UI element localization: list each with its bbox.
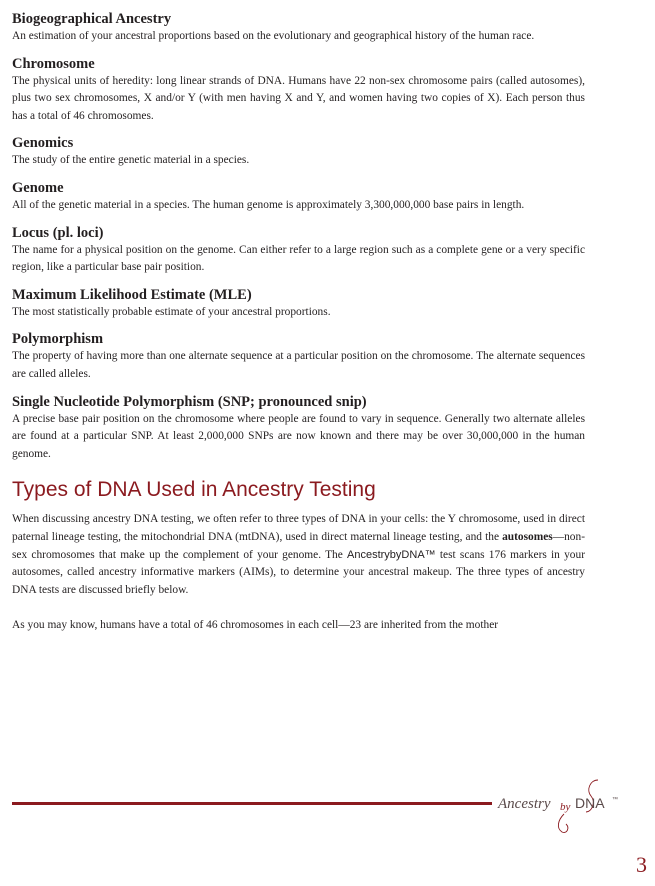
glossary-term: Polymorphism <box>12 331 104 348</box>
glossary-entry <box>12 134 585 170</box>
logo-ancestry-text: Ancestry <box>498 796 551 812</box>
glossary-entry <box>12 10 585 46</box>
intro-text-3: test scans 176 markers in your autosomes, called ancestry informative markers (AIMs), to determine your ancestral makeup. The three types of ancestry DNA tests are discussed briefly below. <box>12 548 585 596</box>
footer-divider <box>12 802 492 805</box>
logo-tm-text: ™ <box>612 797 618 803</box>
glossary-term: Locus (pl. loci) <box>12 224 104 241</box>
logo-dna-text: DNA <box>575 795 605 811</box>
glossary-definition: The name for a physical position on the genome. Can either refer to a large region such as a complete gene or a very specific region, like a particular base pair position. <box>12 243 585 274</box>
chromosome-paragraph: As you may know, humans have a total of 46 chromosomes in each cell—23 are inherited from the mother <box>12 619 499 632</box>
glossary-definition: The most statistically probable estimate of your ancestral proportions. <box>12 305 331 318</box>
glossary-entry <box>12 330 585 383</box>
page-content <box>12 10 585 653</box>
glossary-entry <box>12 393 585 464</box>
glossary-entry <box>12 179 585 215</box>
glossary-term: Maximum Likelihood Estimate (MLE) <box>12 286 252 303</box>
intro-text-2: —non-sex chromosomes that make up the complement of your genome. The <box>12 530 585 561</box>
glossary-definition: The physical units of heredity: long linear strands of DNA. Humans have 22 non-sex chromosome pairs (called autosomes), plus two sex chromosomes, X and/or Y (with men having X and Y, and women having two copies of X). Each person thus has a total of 46 chromosomes. <box>12 74 585 122</box>
glossary-definition: The property of having more than one alternate sequence at a particular position on the chromosome. The alternate sequences are called alleles. <box>12 350 585 380</box>
ancestrybydna-logo <box>494 776 644 836</box>
autosomes-term: autosomes <box>502 530 553 543</box>
glossary-entry <box>12 286 585 322</box>
glossary-term: Genome <box>12 179 64 196</box>
glossary-term: Chromosome <box>12 55 95 72</box>
section-title: Types of DNA Used in Ancestry Testing <box>12 478 376 502</box>
glossary-definition: An estimation of your ancestral proportions based on the evolutionary and geographical history of the human race. <box>12 30 535 42</box>
logo-by-text: by <box>560 801 571 813</box>
product-name: AncestrybyDNA™ <box>347 548 436 561</box>
glossary-term: Genomics <box>12 135 74 152</box>
intro-text-1: When discussing ancestry DNA testing, we often refer to three types of DNA in your cells: the Y chromosome, used in direct paternal lineage testing, the mitochondrial DNA (mtDNA), used in direct maternal lineage testing, and the <box>12 513 585 543</box>
glossary-list <box>12 10 585 463</box>
glossary-term: Biogeographical Ancestry <box>12 11 172 27</box>
glossary-entry <box>12 224 585 277</box>
glossary-entry <box>12 55 585 126</box>
glossary-definition: A precise base pair position on the chromosome where people are found to vary in sequence. Generally two alternate alleles are found at a particular SNP. At least 2,000,000 SNPs are now known and there may be over 30,000,000 in the human genome. <box>12 412 585 460</box>
glossary-definition: The study of the entire genetic material in a species. <box>12 154 250 167</box>
glossary-term: Single Nucleotide Polymorphism (SNP; pronounced snip) <box>12 393 367 410</box>
intro-paragraph <box>12 511 585 599</box>
page-number: 3 <box>636 852 647 877</box>
glossary-definition: All of the genetic material in a species. The human genome is approximately 3,300,000,000 base pairs in length. <box>12 198 525 211</box>
